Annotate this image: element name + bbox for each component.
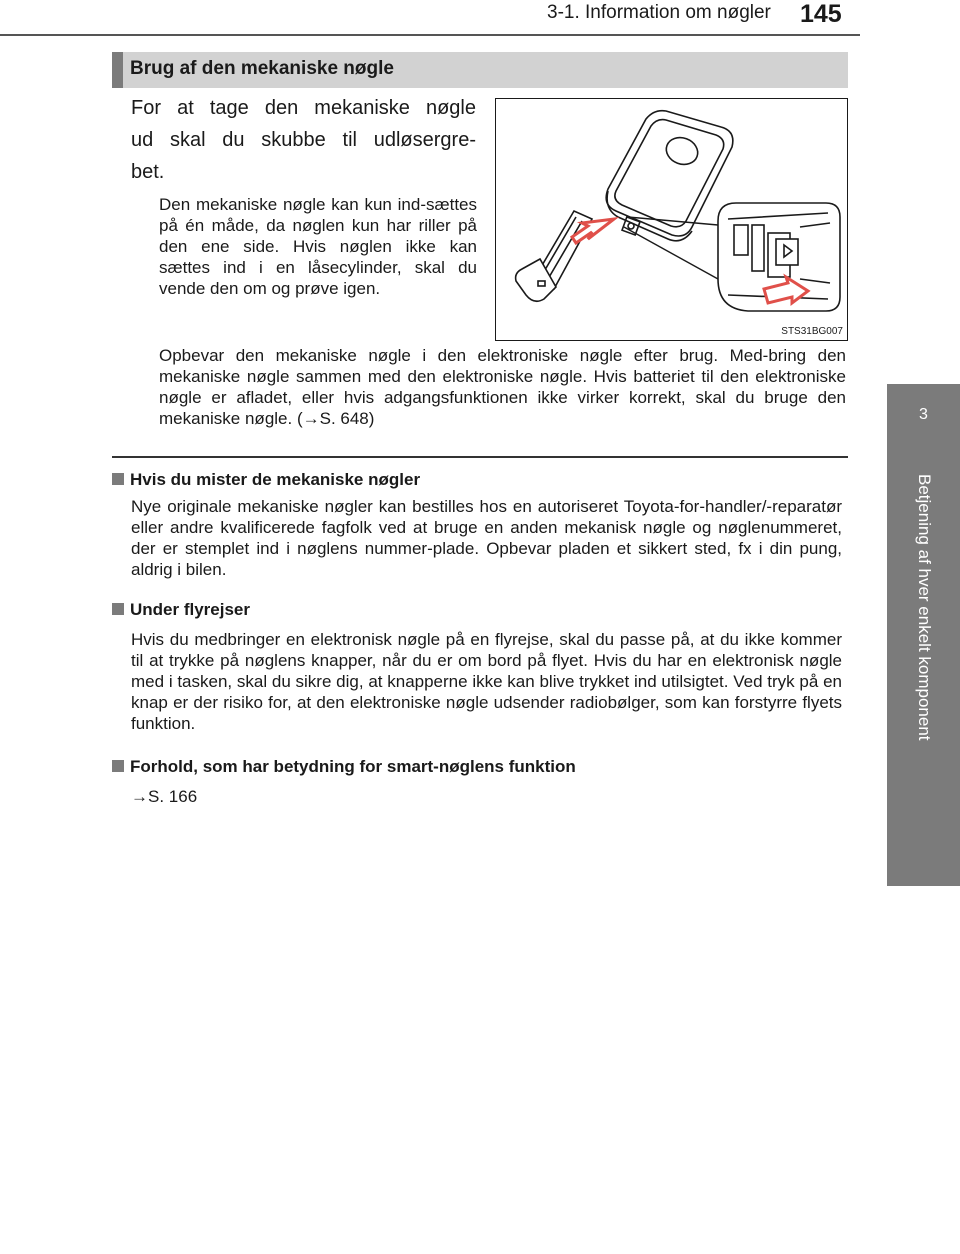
item-heading-text: Forhold, som har betydning for smart-nøglens funktion: [130, 757, 576, 776]
item-heading-text: Hvis du mister de mekaniske nøgler: [130, 470, 421, 489]
item-text-air-travel: Hvis du medbringer en elektronisk nøgle på en flyrejse, skal du passe på, at du ikke kommer til at trykke på nøglens knapper, når du er om bord på flyet. Hvis du har en elektronisk nøgle med i tasken, skal du sikre dig, at knapperne ikke kan blive trykket ind utilsigtet. Ved tryk på en knap er der risiko for, at den elektroniske nøgle udsender radiobølger, som kan forstyrre flyets funktion.: [131, 630, 842, 733]
section-divider: [112, 456, 848, 458]
section-title: Brug af den mekaniske nøgle: [130, 58, 394, 79]
lead-instruction: [131, 92, 476, 188]
lead-line-2: ud skal du skubbe til udløsergre-: [131, 129, 476, 151]
key-illustration: [495, 98, 848, 341]
chapter-label: Betjening af hver enkelt komponent: [915, 474, 934, 741]
header-divider: [0, 34, 860, 36]
chapter-side-tab: [887, 384, 960, 886]
item-heading-air-travel: [112, 600, 250, 620]
page-reference-link[interactable]: →S. 166: [131, 787, 198, 806]
key-release-illustration-icon: [496, 99, 846, 339]
square-bullet-icon: [112, 603, 124, 615]
section-title-accent: [112, 52, 123, 88]
item-heading-smart-key-conditions: [112, 757, 576, 777]
item-text-lost-keys: Nye originale mekaniske nøgler kan bestilles hos en autoriseret Toyota-for-handler/-reparatør eller andre kvalificerede fagfolk ved at bruge en anden mekanisk nøgle og nøglenummeret, der er stemplet ind i nøglens nummer-plade. Opbevar pladen et sikkert sted, fx i din pung, aldrig i bilen.: [131, 497, 842, 579]
square-bullet-icon: [112, 473, 124, 485]
figure-code: STS31BG007: [781, 326, 843, 337]
note-paragraph: Den mekaniske nøgle kan kun ind-sættes på én måde, da nøglen kun har riller på den ene side. Hvis nøglen ikke kan sættes ind i en låsecylinder, skal du vende den om og prøve igen.: [159, 195, 477, 298]
page-number: 145: [800, 0, 842, 28]
page-header-title: 3-1. Information om nøgler: [547, 2, 771, 23]
section-title-bar: [112, 52, 848, 88]
lead-line-3: bet.: [131, 161, 165, 183]
storage-note-paragraph: Opbevar den mekaniske nøgle i den elektroniske nøgle efter brug. Med-bring den mekaniske nøgle sammen med den elektroniske nøgle. Hvis batteriet til den elektroniske nøgle er afladet, eller hvis adgangsfunktionen ikke virker korrekt, skal du bruge den mekaniske nøgle. (→S. 648): [159, 346, 846, 428]
item-heading-text: Under flyrejser: [130, 600, 250, 619]
chapter-number: 3: [919, 406, 928, 423]
lead-line-1: For at tage den mekaniske nøgle: [131, 97, 476, 119]
item-heading-lost-keys: [112, 470, 420, 490]
square-bullet-icon: [112, 760, 124, 772]
